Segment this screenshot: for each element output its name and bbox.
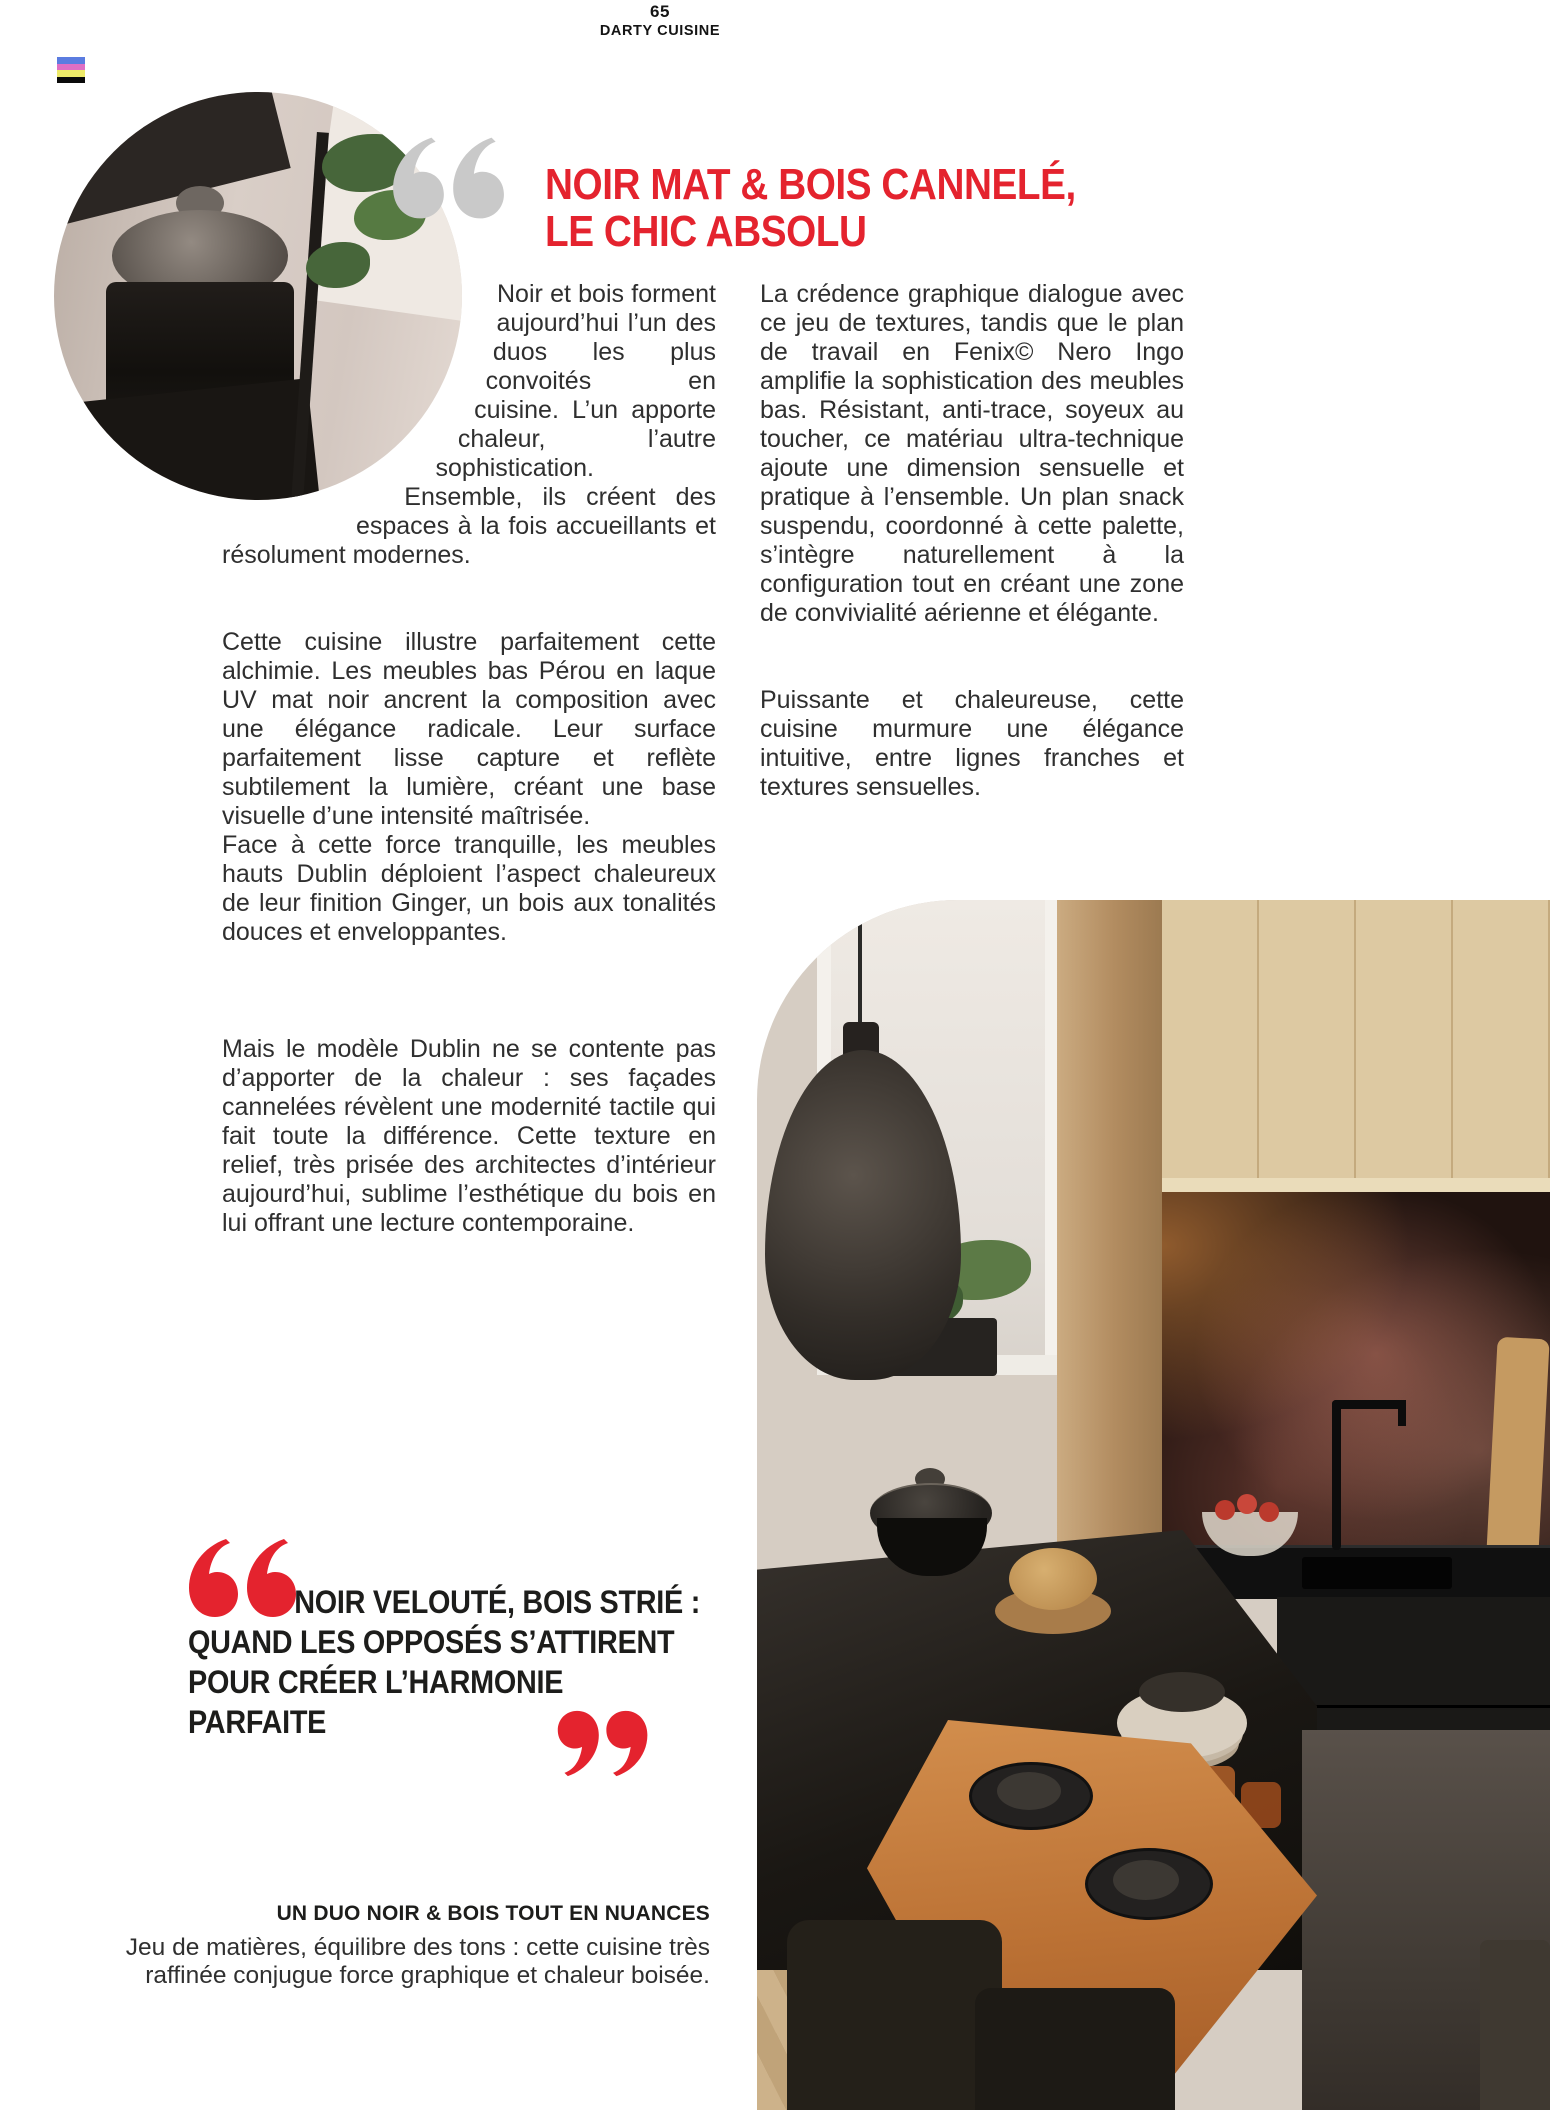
- paragraph: Puissante et chaleureuse, cette cuisine murmure une élégance intuitive, entre lignes franches et textures sensuelles.: [760, 686, 1184, 801]
- dining-chair: [787, 1920, 1002, 2110]
- paragraph: Face à cette force tranquille, les meubles hauts Dublin déploient l’aspect chaleureux de leur finition Ginger, un bois aux tonalités douces et enveloppantes.: [222, 831, 716, 946]
- fruit: [1215, 1500, 1235, 1520]
- paragraph: Noir et bois forment aujourd’hui l’un des duos les plus convoités en cuisine. L’un apporte chaleur, l’autre sophistication. Ensemble, ils créent des espaces à la fois accueillants et résolument modernes.: [222, 280, 716, 569]
- article-column-1: [222, 280, 716, 1296]
- pull-quote-line: PARFAITE: [188, 1704, 327, 1740]
- pull-quote-line: NOIR VELOUTÉ, BOIS STRIÉ :: [294, 1584, 701, 1620]
- dark-cabinet-top: [54, 92, 291, 231]
- brand-title: DARTY CUISINE: [599, 23, 721, 39]
- dark-bowl: [1139, 1672, 1225, 1712]
- bread-loaf: [1009, 1548, 1097, 1610]
- page-header: [360, 2, 960, 39]
- cmyk-registration-icon: [57, 57, 85, 83]
- upper-cabinets: [1162, 900, 1550, 1190]
- open-quote-icon: [390, 136, 506, 220]
- paragraph: Mais le modèle Dublin ne se contente pas d’apporter de la chaleur : ses façades cannelées révèlent une modernité tactile qui fait toute la différence. Cette texture en relief, très prisée des architectes d’intérieur aujourd’hui, sublime l’esthétique du bois en lui offrant une lecture contemporaine.: [222, 1035, 716, 1237]
- close-quote-icon: [556, 1710, 650, 1777]
- sink: [1302, 1557, 1452, 1589]
- fruit: [1237, 1494, 1257, 1514]
- caption-title: UN DUO NOIR & BOIS TOUT EN NUANCES: [276, 1902, 710, 1925]
- pull-quote-line: POUR CRÉER L’HARMONIE: [188, 1664, 564, 1700]
- black-stripe: [57, 77, 85, 84]
- fruit: [1259, 1502, 1279, 1522]
- page-number: 65: [650, 2, 670, 21]
- dinner-bowl: [997, 1772, 1061, 1810]
- paragraph: Cette cuisine illustre parfaitement cette alchimie. Les meubles bas Pérou en laque UV mat noir ancrent la composition avec une élégance radicale. Leur surface parfaitement lisse capture et reflète subtilement la lumière, créant une base visuelle d’une intensité maîtrisée.: [222, 628, 716, 830]
- cabinet-underside: [1162, 1178, 1550, 1192]
- photo-caption: [70, 1902, 710, 1990]
- pull-quote-line: QUAND LES OPPOSÉS S’ATTIRENT: [188, 1624, 675, 1660]
- headline-line-2: LE CHIC ABSOLU: [545, 207, 867, 257]
- faucet: [1332, 1400, 1341, 1550]
- dinner-bowl: [1113, 1860, 1179, 1900]
- headline-line-1: NOIR MAT & BOIS CANNELÉ,: [545, 160, 1076, 210]
- article-headline: [545, 161, 1091, 255]
- paragraph: La crédence graphique dialogue avec ce jeu de textures, tandis que le plan de travail en Fenix© Nero Ingo amplifie la sophistication des meubles bas. Résistant, anti-trace, soyeux au toucher, ce matériau ultra-technique ajoute une dimension sensuelle et pratique à l’ensemble. Un plan snack suspendu, coordonné à cette palette, s’intègre naturellement à la configuration tout en créant une zone de convivialité aérienne et élégante.: [760, 280, 1184, 627]
- side-chair: [1480, 1940, 1550, 2110]
- faucet-tip: [1398, 1400, 1406, 1426]
- kitchen-photo: [757, 900, 1550, 2110]
- faucet-spout: [1332, 1400, 1406, 1409]
- article-column-2: [760, 280, 1184, 860]
- dining-chair: [975, 1988, 1175, 2110]
- caption-body: Jeu de matières, équilibre des tons : cette cuisine très raffinée conjugue force graphique et chaleur boisée.: [125, 1934, 710, 1989]
